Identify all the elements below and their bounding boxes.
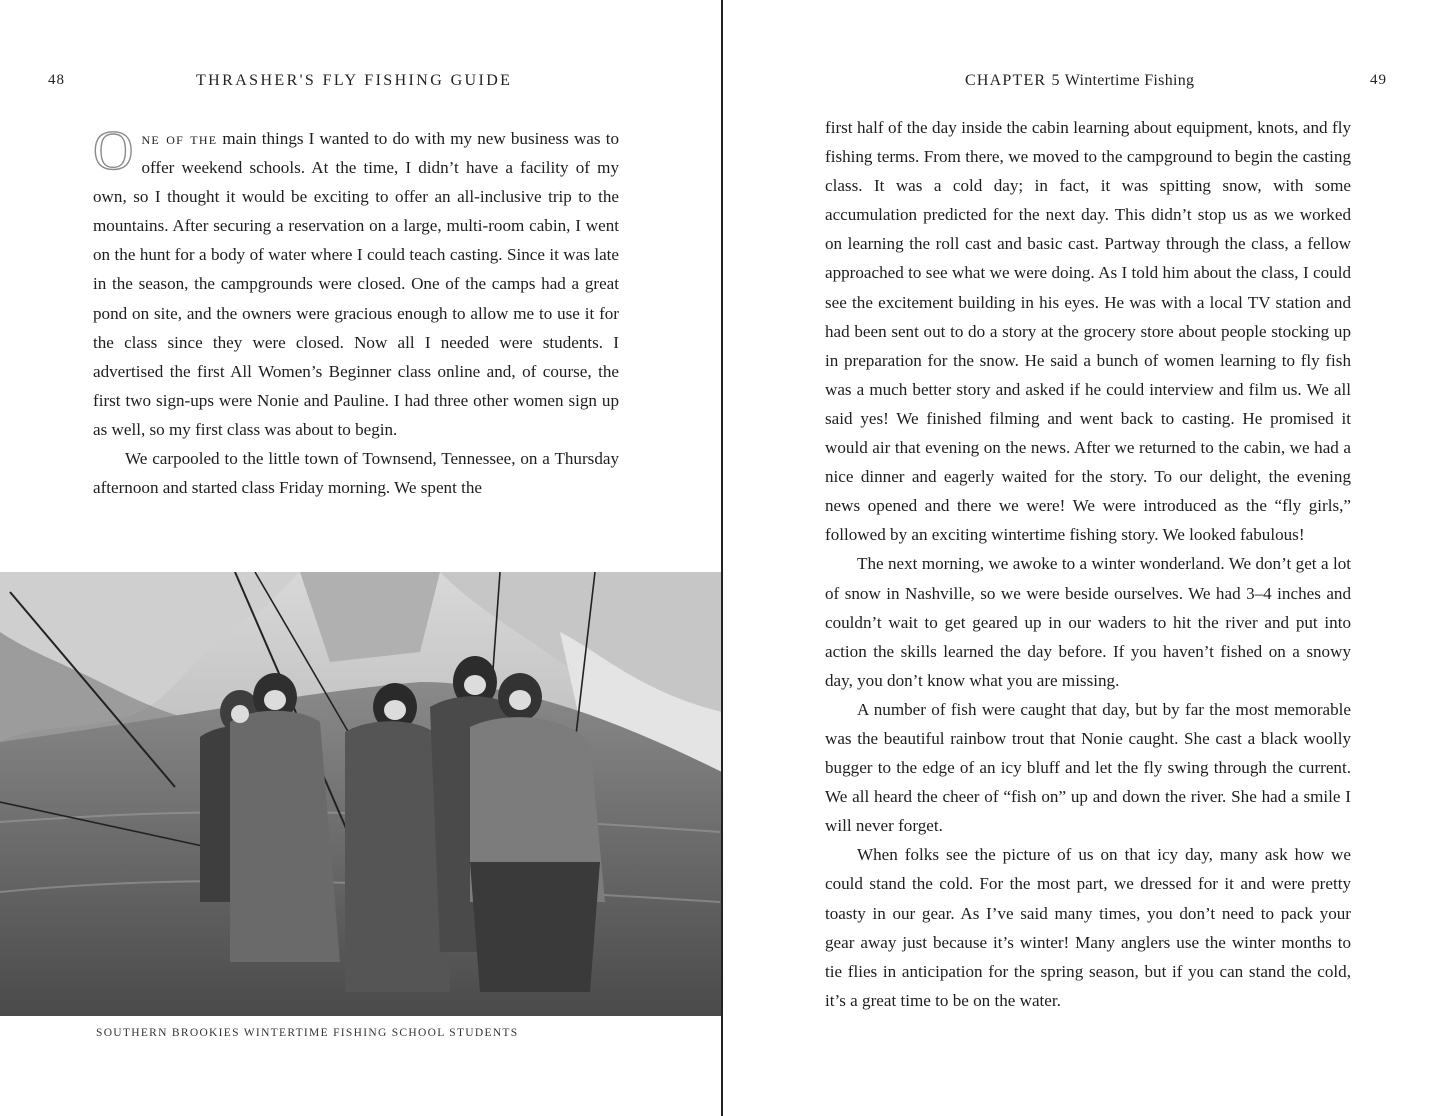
paragraph: We carpooled to the little town of Townsend, Tennessee, on a Thursday afternoon and started class Friday morning. We spent the (93, 449, 619, 498)
paragraph: A number of fish were caught that day, but by far the most memorable was the beautiful rainbow trout that Nonie caught. She cast a black woolly bugger to the edge of an icy bluff and let the fly swing through the current. We all heard the cheer of “fish on” up and down the river. She had a smile I will never forget. (825, 699, 1351, 836)
chapter-label: CHAPTER 5 (965, 72, 1061, 89)
left-body-text (93, 120, 619, 502)
paragraph-text: main things I wanted to do with my new business was to offer weekend schools. At the time, I didn’t have a facility of my own, so I thought it would be exciting to offer an all-inclusive trip to the mountains. After securing a reservation on a large, multi-room cabin, I went on the hunt for a body of water where I could teach casting. Since it was late in the season, the campgrounds were closed. One of the camps had a great pond on site, and the owners were gracious enough to allow me to use it for the class since they were closed. Now all I needed were students. I advertised the first All Women’s Beginner class online and, of course, the first two sign-ups were Nonie and Pauline. I had three other women sign up as well, so my first class was about to begin. (93, 129, 619, 439)
left-page (0, 0, 722, 1116)
running-head-chapter (965, 72, 1194, 90)
paragraph: When folks see the picture of us on that icy day, many ask how we could stand the cold. For the most part, we dressed for it and were pretty toasty in our gear. As I’ve said many times, you don’t need to pack your gear away just because it’s winter! Many anglers use the winter months to tie flies in anticipation for the spring season, but if you can stand the cold, it’s a great time to be on the water. (825, 845, 1351, 1010)
right-page (723, 0, 1445, 1116)
drop-cap: O (93, 120, 134, 182)
running-head-book-title: THRASHER'S FLY FISHING GUIDE (196, 72, 513, 89)
page-number-left: 48 (48, 72, 65, 88)
chapter-title: Wintertime Fishing (1064, 72, 1195, 89)
small-caps-lead: ne of the (141, 129, 218, 148)
paragraph: The next morning, we awoke to a winter wonderland. We don’t get a lot of snow in Nashville, so we were beside ourselves. We had 3–4 inches and couldn’t wait to get geared up in our waders to hit the river and put into action the skills learned the day before. If you haven’t fished on a snowy day, you don’t know what you are missing. (825, 554, 1351, 690)
right-body-text (825, 113, 1351, 1015)
students-photo (0, 572, 722, 1016)
paragraph: first half of the day inside the cabin learning about equipment, knots, and fly fishing terms. From there, we moved to the campground to begin the casting class. It was a cold day; in fact, it was spitting snow, with some accumulation predicted for the next day. This didn’t stop us as we worked on learning the roll cast and basic cast. Partway through the class, a fellow approached to see what we were doing. As I told him about the class, I could see the excitement building in his eyes. He was with a local TV station and had been sent out to do a story at the grocery store about people stocking up in preparation for the snow. He said a bunch of women learning to fly fish was a much better story and asked if he could interview and film us. We all said yes! We finished filming and went back to casting. He promised it would air that evening on the news. After we returned to the cabin, we had a nice dinner and eagerly waited for the story. To our delight, the evening news opened and there we were! We were introduced as the “fly girls,” followed by an exciting wintertime fishing story. We looked fabulous! (825, 118, 1351, 545)
opening-paragraph (93, 120, 619, 444)
page-number-right: 49 (1370, 72, 1387, 88)
photo-caption: SOUTHERN BROOKIES WINTERTIME FISHING SCHOOL STUDENTS (96, 1027, 519, 1039)
